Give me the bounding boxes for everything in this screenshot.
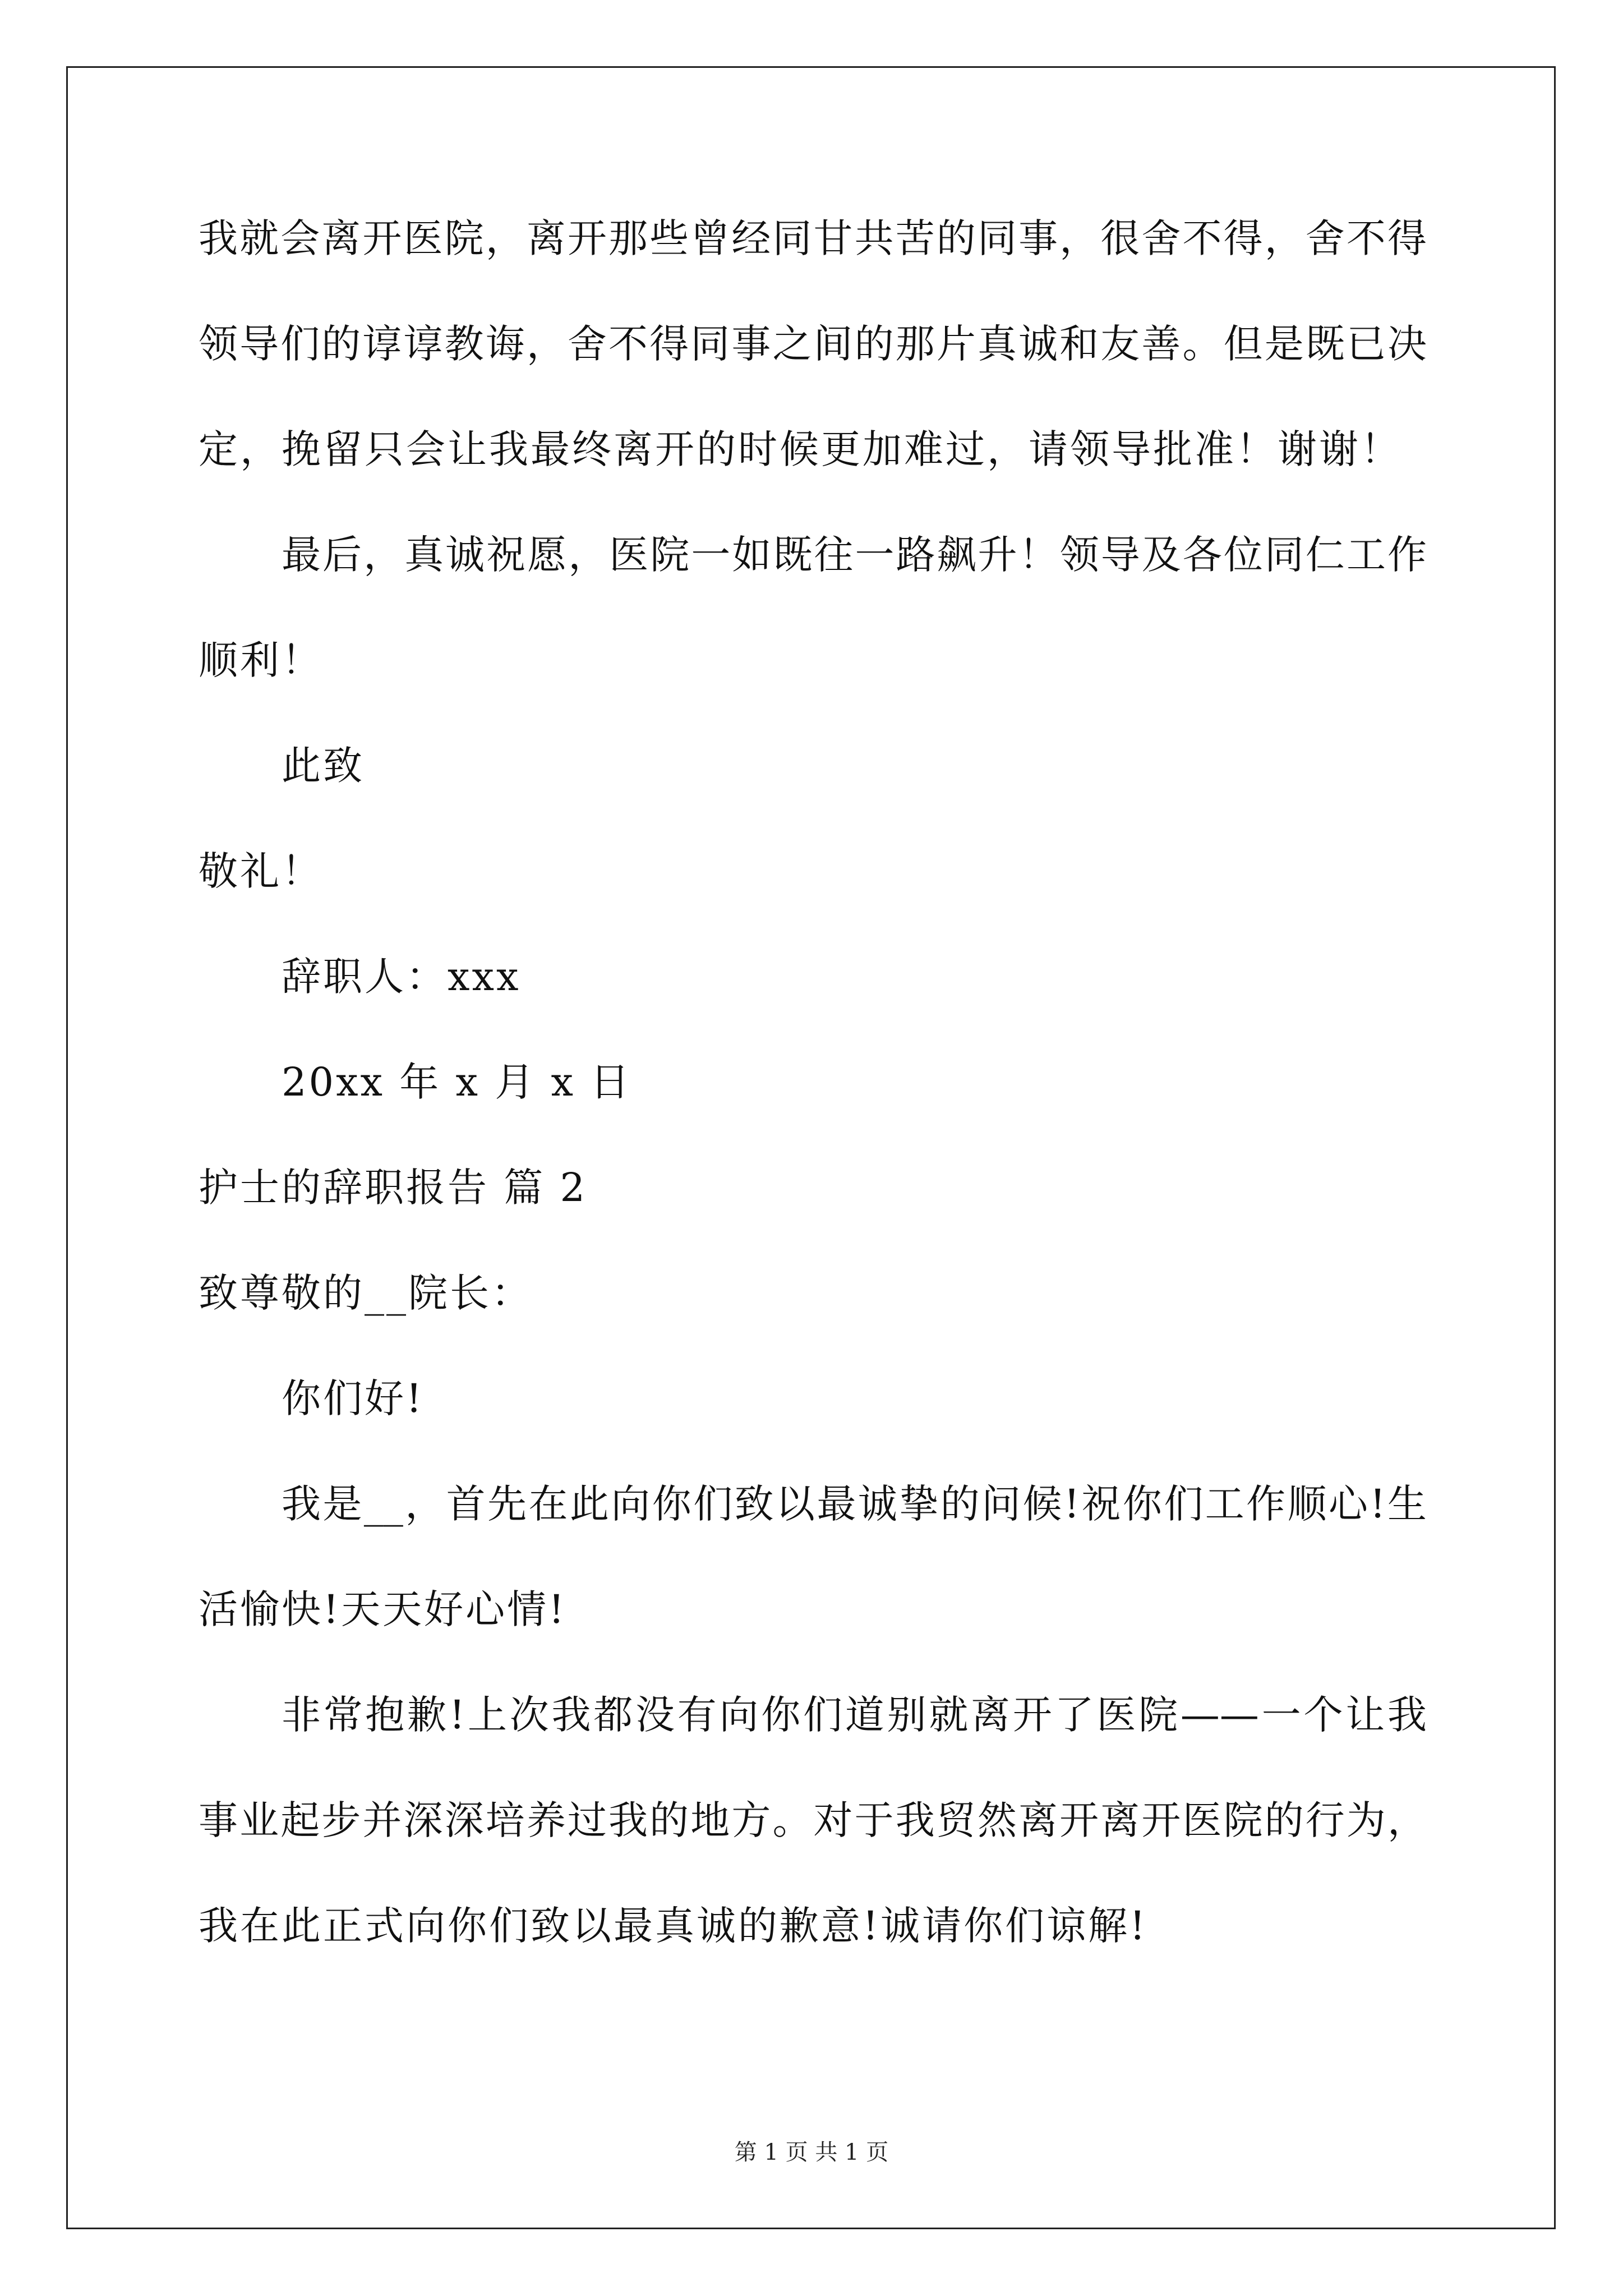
text-line: 此致 <box>282 743 365 789</box>
text-line: 活愉快!天天好心情! <box>199 1586 567 1632</box>
text-line: 定，挽留只会让我最终离开的时候更加难过，请领导批准！谢谢！ <box>199 426 1402 472</box>
text-line: 领导们的谆谆教诲，舍不得同事之间的那片真诚和友善。但是既已决 <box>199 321 1427 367</box>
text-line: 敬礼！ <box>199 848 323 894</box>
salutation: 致尊敬的__院长： <box>199 1270 533 1316</box>
page-footer: 第 1 页 共 1 页 <box>734 2139 889 2165</box>
text-line: 最后，真诚祝愿，医院一如既往一路飙升！领导及各位同仁工作 <box>282 532 1427 578</box>
text-line: 事业起步并深深培养过我的地方。对于我贸然离开离开医院的行为， <box>199 1797 1427 1843</box>
text-line: 20xx 年 x 月 x 日 <box>282 1059 632 1105</box>
section-heading: 护士的辞职报告 篇 2 <box>199 1165 588 1211</box>
text-line: 我就会离开医院，离开那些曾经同甘共苦的同事，很舍不得，舍不得 <box>199 215 1427 261</box>
text-line: 我是__，首先在此向你们致以最诚挚的问候!祝你们工作顺心!生 <box>282 1481 1427 1527</box>
text-line: 我在此正式向你们致以最真诚的歉意!诚请你们谅解! <box>199 1903 1148 1949</box>
text-line: 辞职人：xxx <box>282 954 521 1000</box>
text-line: 非常抱歉!上次我都没有向你们道别就离开了医院——一个让我 <box>282 1692 1427 1738</box>
text-line: 你们好! <box>282 1375 425 1421</box>
text-line: 顺利！ <box>199 637 323 683</box>
